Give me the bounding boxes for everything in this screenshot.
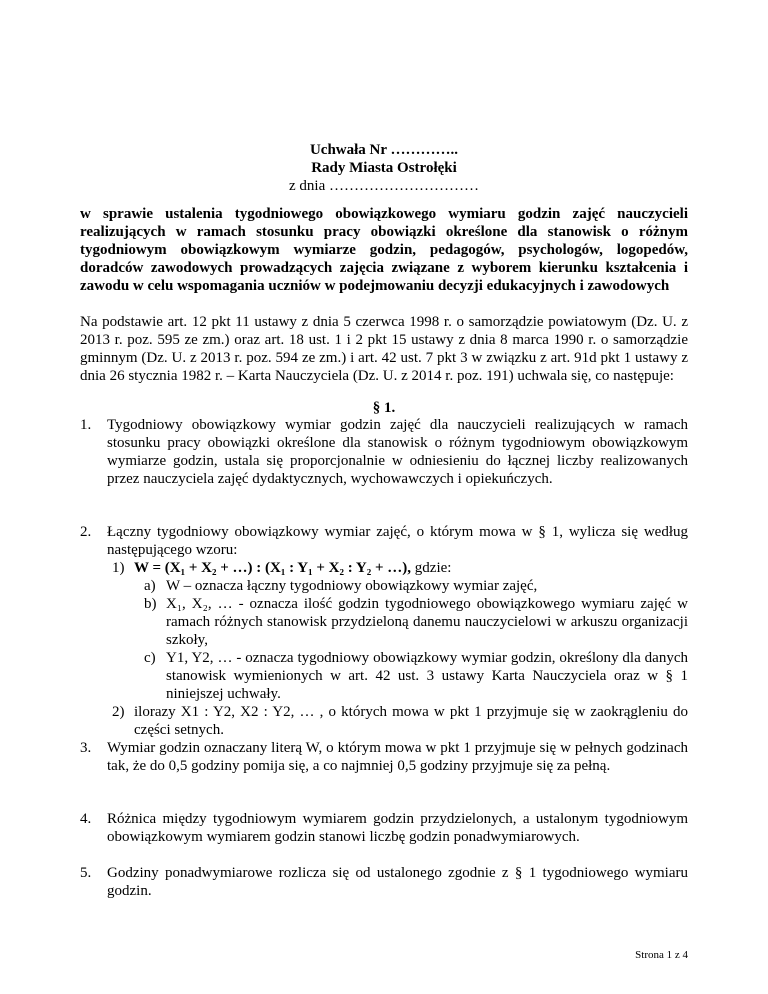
subitem-number: 2) [112, 704, 125, 720]
section-item-3 [80, 739, 688, 775]
subitem-1-formula [112, 559, 688, 577]
item-text: Łączny tygodniowy obowiązkowy wymiar zajęć, o którym mowa w § 1, wylicza się według następującego wzoru: [107, 524, 688, 558]
document-header [0, 141, 768, 195]
definition-label: c) [144, 650, 156, 666]
subitem-2 [112, 703, 688, 739]
section-heading: § 1. [372, 400, 396, 416]
resolution-number: Uchwała Nr ………….. [309, 142, 459, 158]
section-item-2 [80, 523, 688, 559]
definition-text: X₁, X₂, … - oznacza ilość godzin tygodniowego obowiązkowego wymiaru zajęć w ramach różnych stanowisk przydzieloną danemu nauczycielowi w arkuszu organizacji szkoły, [166, 596, 688, 648]
item-text: Tygodniowy obowiązkowy wymiar godzin zajęć dla nauczycieli realizujących w ramach stosunku pracy obowiązki określone dla stanowisk o różnym tygodniowym obowiązkowym wymiarze godzin, ustala się proporcjonalnie w odniesieniu do łącznej liczby realizowanych przez nauczyciela zajęć dydaktycznych, wychowawczych i opiekuńczych. [107, 417, 688, 487]
definition-text: Y1, Y2, … - oznacza tygodniowy obowiązkowy wymiar godzin, określony dla danych stanowisk wymienionych w art. 42 ust. 3 ustawy Karta Nauczyciela oraz w § 1 niniejszej uchwały. [166, 650, 688, 702]
definition-c [144, 649, 688, 703]
item-number: 3. [80, 740, 92, 756]
section-item-4 [80, 810, 688, 846]
subitem-number: 1) [112, 560, 125, 576]
item-number: 1. [80, 417, 92, 433]
page-number: Strona 1 z 4 [635, 949, 688, 961]
definition-label: b) [144, 596, 157, 612]
definition-text: W – oznacza łączny tygodniowy obowiązkowy wymiar zajęć, [166, 578, 538, 594]
item-text: Godziny ponadwymiarowe rozlicza się od ustalonego zgodnie z § 1 tygodniowego wymiaru godzin. [107, 865, 688, 899]
definition-label: a) [144, 578, 156, 594]
formula-suffix: gdzie: [411, 560, 452, 576]
item-text: Różnica między tygodniowym wymiarem godzin przydzielonych, a ustalonym tygodniowym obowiązkowym wymiarem godzin stanowi liczbę godzin ponadwymiarowych. [107, 811, 688, 845]
formula: W = (X₁ + X₂ + …) : (X₁ : Y₁ + X₂ : Y₂ + …), [134, 560, 412, 576]
section-item-1 [80, 416, 688, 488]
definition-b [144, 595, 688, 649]
item-number: 4. [80, 811, 92, 827]
item-text: Wymiar godzin oznaczany literą W, o którym mowa w pkt 1 przyjmuje się w pełnych godzinach tak, że do 0,5 godziny pomija się, a co najmniej 0,5 godziny przyjmuje się za pełną. [107, 740, 688, 774]
section-item-5 [80, 864, 688, 900]
item-number: 2. [80, 524, 92, 540]
definition-a [144, 577, 688, 595]
resolution-title: w sprawie ustalenia tygodniowego obowiązkowego wymiaru godzin zajęć nauczycieli realizujących w ramach stosunku pracy obowiązki określone dla stanowisk o różnym tygodniowym obowiązkowym wymiarze godzin, pedagogów, psychologów, logopedów, doradców zawodowych prowadzących zajęcia związane z wyborem kierunku kształcenia i zawodu w celu wspomagania uczniów w podejmowaniu decyzji edukacyjnych i zawodowych [80, 206, 688, 294]
resolution-date: z dnia ………………………… [289, 178, 479, 194]
item-number: 5. [80, 865, 92, 881]
council-name: Rady Miasta Ostrołęki [311, 160, 457, 176]
legal-basis-preamble: Na podstawie art. 12 pkt 11 ustawy z dnia 5 czerwca 1998 r. o samorządzie powiatowym (Dz. U. z 2013 r. poz. 595 ze zm.) oraz art. 18 ust. 1 i 2 pkt 15 ustawy z dnia 8 marca 1990 r. o samorządzie gminnym (Dz. U. z 2013 r. poz. 594 ze zm.) i art. 42 ust. 7 pkt 3 w związku z art. 91d pkt 1 ustawy z dnia 26 stycznia 1982 r. – Karta Nauczyciela (Dz. U. z 2014 r. poz. 191) uchwala się, co następuje: [80, 314, 688, 384]
subitem-text: ilorazy X1 : Y2, X2 : Y2, … , o których mowa w pkt 1 przyjmuje się w zaokrągleniu do części setnych. [134, 704, 688, 738]
